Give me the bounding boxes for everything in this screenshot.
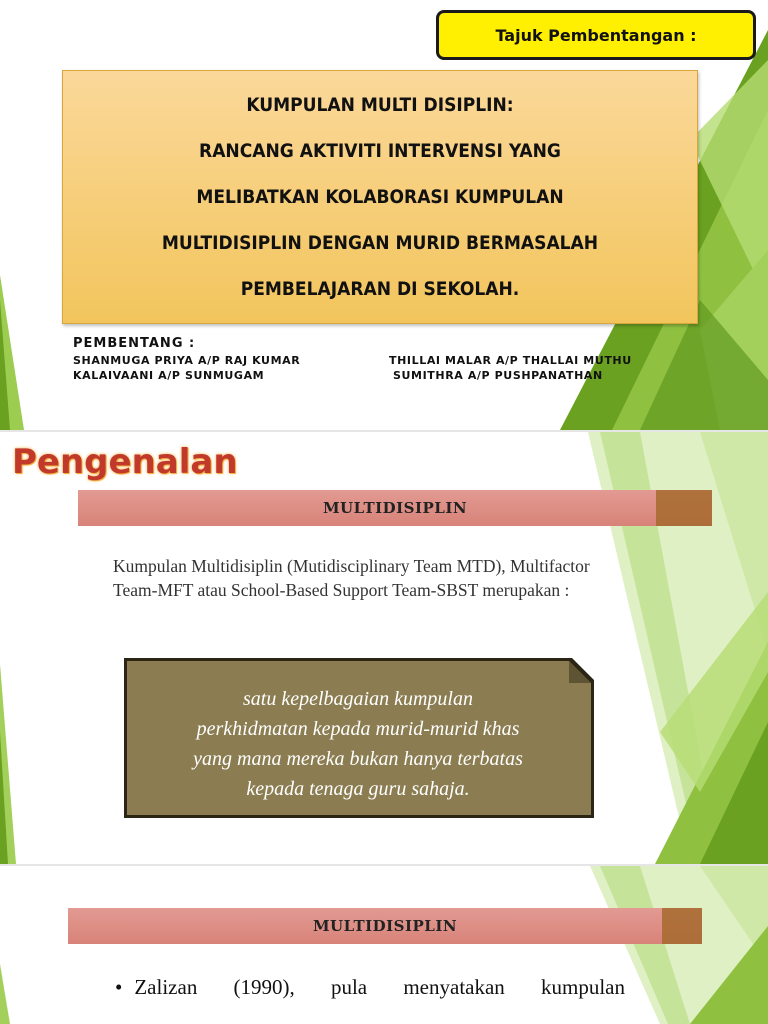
slide-introduction (0, 432, 768, 864)
section-heading: Pengenalan (12, 442, 238, 482)
topic-badge: Tajuk Pembentangan : (436, 10, 756, 60)
title-line: KUMPULAN MULTI DISIPLIN: (246, 94, 514, 116)
title-box (62, 70, 698, 324)
presenters-block (73, 336, 719, 382)
slide-definition (0, 866, 768, 1024)
band-label: MULTIDISIPLIN (312, 917, 458, 935)
callout-line: yang mana mereka bukan hanya terbatas (193, 748, 523, 770)
section-band (78, 490, 712, 526)
presenters-label: PEMBENTANG : (73, 336, 196, 351)
intro-paragraph: Kumpulan Multidisiplin (Mutidisciplinary Team MTD), Multifactor Team-MFT atau School-Based Support Team-SBST merupakan : (113, 556, 590, 600)
title-line: MULTIDISIPLIN DENGAN MURID BERMASALAH (161, 232, 599, 254)
title-line: MELIBATKAN KOLABORASI KUMPULAN (196, 186, 564, 208)
section-band (68, 908, 702, 944)
title-line: RANCANG AKTIVITI INTERVENSI YANG (199, 140, 561, 162)
presenter-name: THILLAI MALAR A/P THALLAI MUTHU (389, 354, 632, 367)
green-decoration (0, 866, 768, 1024)
bullet-text: Zalizan (1990), pula menyatakan kumpulan (134, 975, 625, 999)
presenter-name: KALAIVAANI A/P SUNMUGAM (73, 369, 265, 382)
title-line: PEMBELAJARAN DI SEKOLAH. (240, 278, 520, 300)
callout-line: kepada tenaga guru sahaja. (246, 778, 470, 800)
bullet-item (115, 975, 625, 1000)
bullet-mark: • (115, 975, 123, 999)
definition-callout (128, 674, 588, 814)
presenter-name: SHANMUGA PRIYA A/P RAJ KUMAR (73, 354, 301, 367)
callout-line: perkhidmatan kepada murid-murid khas (196, 718, 520, 740)
callout-line: satu kepelbagaian kumpulan (243, 688, 473, 710)
slide-title (0, 0, 768, 430)
band-label: MULTIDISIPLIN (322, 499, 468, 517)
presenter-name: SUMITHRA A/P PUSHPANATHAN (393, 369, 603, 382)
